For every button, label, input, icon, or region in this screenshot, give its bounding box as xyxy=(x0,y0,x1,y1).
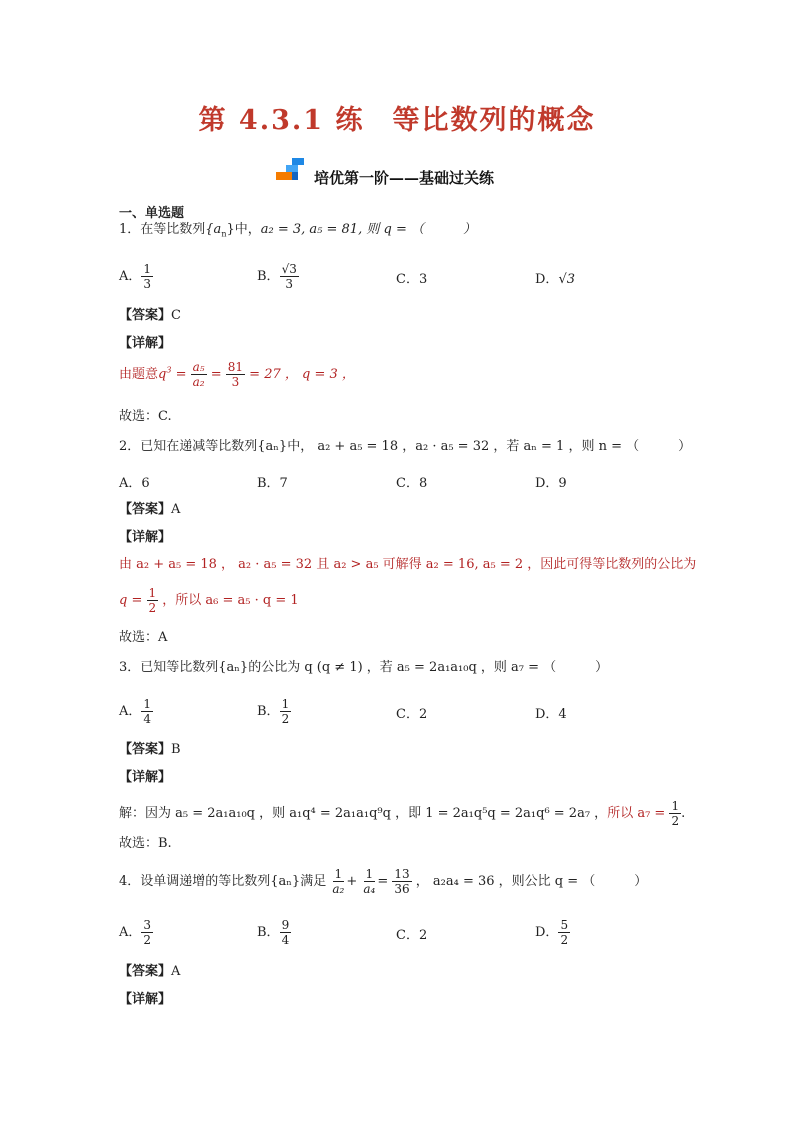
q1-option-b: B． $\frac{√3}{3}$ xyxy=(257,262,297,291)
q4-option-b: B． $\frac{9}{4}$ xyxy=(257,918,290,947)
q3-answer: 【答案】B xyxy=(119,742,181,757)
q4-detail-label: 【详解】 xyxy=(119,992,172,1007)
q2-conclusion: 故选：A xyxy=(119,630,168,645)
q1-answer: 【答案】C xyxy=(119,308,181,323)
q2-option-a: A．6 xyxy=(119,476,150,491)
q2-option-d: D．9 xyxy=(535,476,567,491)
q2-solution-line1: 由 a₂ + a₅ = 18 ， a₂ · a₅ = 32 且 a₂ > a₅ 可解得 a₂ = 16, a₅ = 2 ，因此可得等比数列的公比为 xyxy=(119,557,697,572)
q3-solution: 解：因为 a₅ = 2a₁a₁₀q ，则 a₁q⁴ = 2a₁a₁q⁹q ，即 1 = 2a₁q⁵q = 2a₁q⁶ = 2a₇ ，所以 a₇ = $\frac{1}{2}$ . xyxy=(119,799,686,828)
q1-solution: 由题意$q^3$ = $\frac{\text{a₅}}{\text{a₂}}$ = $\frac{81}{3}$ = 27 ， q = 3 ， xyxy=(119,360,355,389)
q3-option-c: C．2 xyxy=(396,707,428,722)
q2-answer: 【答案】A xyxy=(119,502,181,517)
steps-icon xyxy=(276,158,312,184)
section-title: 一、单选题 xyxy=(119,206,185,221)
page-title xyxy=(0,98,794,137)
q1-option-c: C．3 xyxy=(396,272,428,287)
subtitle: 培优第一阶——基础过关练 xyxy=(314,169,495,187)
q3-option-d: D．4 xyxy=(535,707,567,722)
q1-option-d: D．√3 xyxy=(535,272,575,287)
title-part1: 第 4.3.1 练 xyxy=(198,105,365,136)
q3-stem: 3．已知等比数列{aₙ}的公比为 q (q ≠ 1) ，若 a₅ = 2a₁a₁₀q ，则 a₇ = （ ） xyxy=(119,660,609,675)
q2-stem: 2．已知在递减等比数列{aₙ}中， a₂ + a₅ = 18 ，a₂ · a₅ = 32 ，若 aₙ = 1 ，则 n = （ ） xyxy=(119,439,692,454)
q2-detail-label: 【详解】 xyxy=(119,530,172,545)
q3-detail-label: 【详解】 xyxy=(119,770,172,785)
q1-option-a: A． $\frac{1}{3}$ xyxy=(119,262,152,291)
title-part2: 等比数列的概念 xyxy=(392,105,596,136)
q4-option-a: A． $\frac{3}{2}$ xyxy=(119,918,152,947)
q2-option-c: C．8 xyxy=(396,476,428,491)
q2-solution-line2: q = $\frac{1}{2}$ ，所以 a₆ = a₅ · q = 1 xyxy=(119,586,299,615)
q4-answer: 【答案】A xyxy=(119,964,181,979)
q4-option-c: C．2 xyxy=(396,928,428,943)
q2-option-b: B．7 xyxy=(257,476,288,491)
q4-option-d: D． $\frac{5}{2}$ xyxy=(535,918,569,947)
q1-conclusion: 故选：C. xyxy=(119,409,172,424)
q4-stem: 4．设单调递增的等比数列{aₙ}满足 $\frac{1}{\text{a₂}}$ + $\frac{1}{\text{a₄}}$ = $\frac{13}{36}$ ， a₂a₄ = 36 ，则公比 q = （ ） xyxy=(119,867,648,896)
q3-option-b: B． $\frac{1}{2}$ xyxy=(257,697,290,726)
q3-option-a: A． $\frac{1}{4}$ xyxy=(119,697,152,726)
q1-stem: 1．在等比数列$\{a_n\}$中，a₂ = 3, a₅ = 81, 则 q = （ ） xyxy=(119,222,476,239)
q3-conclusion: 故选：B. xyxy=(119,836,172,851)
q1-detail-label: 【详解】 xyxy=(119,336,172,351)
